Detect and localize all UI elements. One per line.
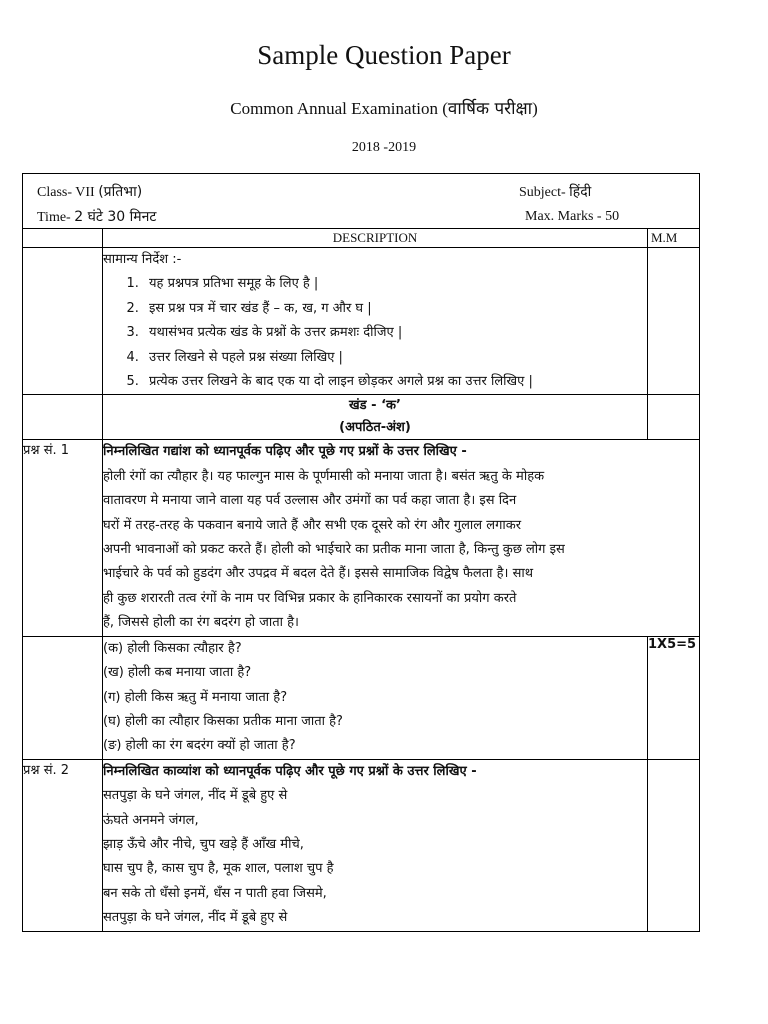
passage-line: होली रंगों का त्यौहार है। यह फाल्गुन मास के पूर्णमासी को मनाया जाता है। बसंत ऋतु के मोहक: [103, 468, 545, 484]
instruction-item: 4. उत्तर लिखने से पहले प्रश्न संख्या लिखिए |: [143, 346, 647, 370]
poem-line: सतपुड़ा के घने जंगल, नींद में डूबे हुए से: [103, 910, 288, 926]
description-header: DESCRIPTION: [103, 229, 648, 248]
instruction-item: 3. यथासंभव प्रत्येक खंड के प्रश्नों के उत्तर क्रमशः दीजिए |: [143, 321, 647, 345]
q1-subquestions-row: [23, 636, 700, 759]
exam-subtitle: [0, 96, 768, 119]
class-time-block: [37, 180, 156, 230]
passage-line: हैं, जिससे होली का रंग बदरंग हो जाता है।: [103, 615, 299, 631]
passage-line: अपनी भावनाओं को प्रकट करते हैं। होली को भाईचारे का प्रतीक माना जाता है, किन्तु कुछ लोग इस: [103, 542, 565, 558]
section-subtitle: (अपठित-अंश): [339, 420, 411, 436]
section-row: [23, 395, 700, 440]
poem-line: बन सके तो धँसो इनमें, धँस न पाती हवा जिसमे,: [103, 885, 327, 901]
max-marks: Max. Marks - 50: [525, 209, 620, 224]
q2-label: प्रश्न सं. 2: [23, 759, 103, 931]
subquestion: (ग) होली किस ऋतु में मनाया जाता है?: [103, 689, 288, 705]
subquestion: (क) होली किसका त्यौहार है?: [103, 640, 242, 656]
class-label: Class- VII: [37, 185, 95, 200]
instructions-heading: सामान्य निर्देश :-: [103, 252, 182, 267]
section-heading: [103, 395, 648, 440]
column-header-row: [23, 229, 700, 248]
subject-value: हिंदी: [569, 184, 592, 200]
time-label: Time-: [37, 210, 71, 225]
poem-line: ऊंघते अनमने जंगल,: [103, 812, 199, 828]
poem-line: घास चुप है, कास चुप है, मूक शाल, पलाश चुप है: [103, 861, 334, 877]
subtitle-english: Common Annual Examination (: [230, 99, 448, 118]
poem-line: सतपुड़ा के घने जंगल, नींद में डूबे हुए से: [103, 788, 288, 804]
subject-label: Subject-: [519, 185, 566, 200]
passage-line: घरों में तरह-तरह के पकवान बनाये जाते हैं और सभी एक दूसरे को रंग और गुलाल लगाकर: [103, 517, 522, 533]
subject-marks-block: [519, 180, 619, 229]
q1-sub-label-cell: [23, 636, 103, 759]
question-paper-table: [22, 173, 700, 932]
section-label-cell: [23, 395, 103, 440]
q1-subquestions: [103, 636, 648, 759]
general-instructions: [103, 248, 648, 395]
page-title: Sample Question Paper: [257, 40, 511, 70]
q2-instruction: निम्नलिखित काव्यांश को ध्यानपूर्वक पढ़िए और पूछे गए प्रश्नों के उत्तर लिखिए -: [103, 763, 477, 779]
subquestion: (घ) होली का त्यौहार किसका प्रतीक माना जाता है?: [103, 713, 343, 729]
subquestion: (ङ) होली का रंग बदरंग क्यों हो जाता है?: [103, 738, 296, 754]
instructions-row: [23, 248, 700, 395]
q1-label: प्रश्न सं. 1: [23, 440, 103, 636]
instruction-item: 2. इस प्रश्न पत्र में चार खंड हैं – क, ख, ग और घ |: [143, 297, 647, 321]
info-cell: [23, 174, 700, 229]
poem-line: झाड़ ऊँचे और नीचे, चुप खड़े हैं आँख मीचे,: [103, 836, 304, 852]
passage-line: ही कुछ शरारती तत्व रंगों के नाम पर विभिन्न प्रकार के हानिकारक रसायनों का प्रयोग करते: [103, 590, 517, 606]
section-name: खंड - ‘क’: [349, 398, 401, 414]
section-marks-cell: [648, 395, 700, 440]
q1-passage: [103, 440, 700, 636]
q1-passage-row: [23, 440, 700, 636]
instructions-list: [103, 272, 647, 394]
subquestion: (ख) होली कब मनाया जाता है?: [103, 665, 252, 681]
passage-line: भाईचारे के पर्व को हुडदंग और उपद्रव में बदल देते हैं। इससे सामाजिक विद्वेष फैलता है। साथ: [103, 566, 534, 582]
empty-header-cell: [23, 229, 103, 248]
time-value: 2 घंटे 30 मिनट: [74, 209, 157, 225]
info-row: [23, 174, 700, 229]
class-value: (प्रतिभा): [98, 184, 143, 200]
q2-poem: [103, 759, 648, 931]
academic-year: 2018 -2019: [351, 140, 417, 155]
instructions-marks-cell: [648, 248, 700, 395]
q2-marks-cell: [648, 759, 700, 931]
instruction-item: 1. यह प्रश्नपत्र प्रतिभा समूह के लिए है |: [143, 272, 647, 296]
instruction-item: 5. प्रत्येक उत्तर लिखने के बाद एक या दो लाइन छोड़कर अगले प्रश्न का उत्तर लिखिए |: [143, 370, 647, 394]
q1-instruction: निम्नलिखित गद्यांश को ध्यानपूर्वक पढ़िए और पूछे गए प्रश्नों के उत्तर लिखिए -: [103, 444, 467, 460]
subtitle-hindi: वार्षिक परीक्षा: [447, 99, 533, 119]
passage-line: वातावरण मे मनाया जाने वाला यह पर्व उल्लास और उमंगों का पर्व कहा जाता है। इस दिन: [103, 493, 517, 509]
subtitle-close: ): [532, 99, 538, 118]
instructions-label-cell: [23, 248, 103, 395]
q2-row: [23, 759, 700, 931]
mm-header: M.M: [648, 229, 700, 248]
q1-marks: 1X5=5: [648, 636, 700, 759]
